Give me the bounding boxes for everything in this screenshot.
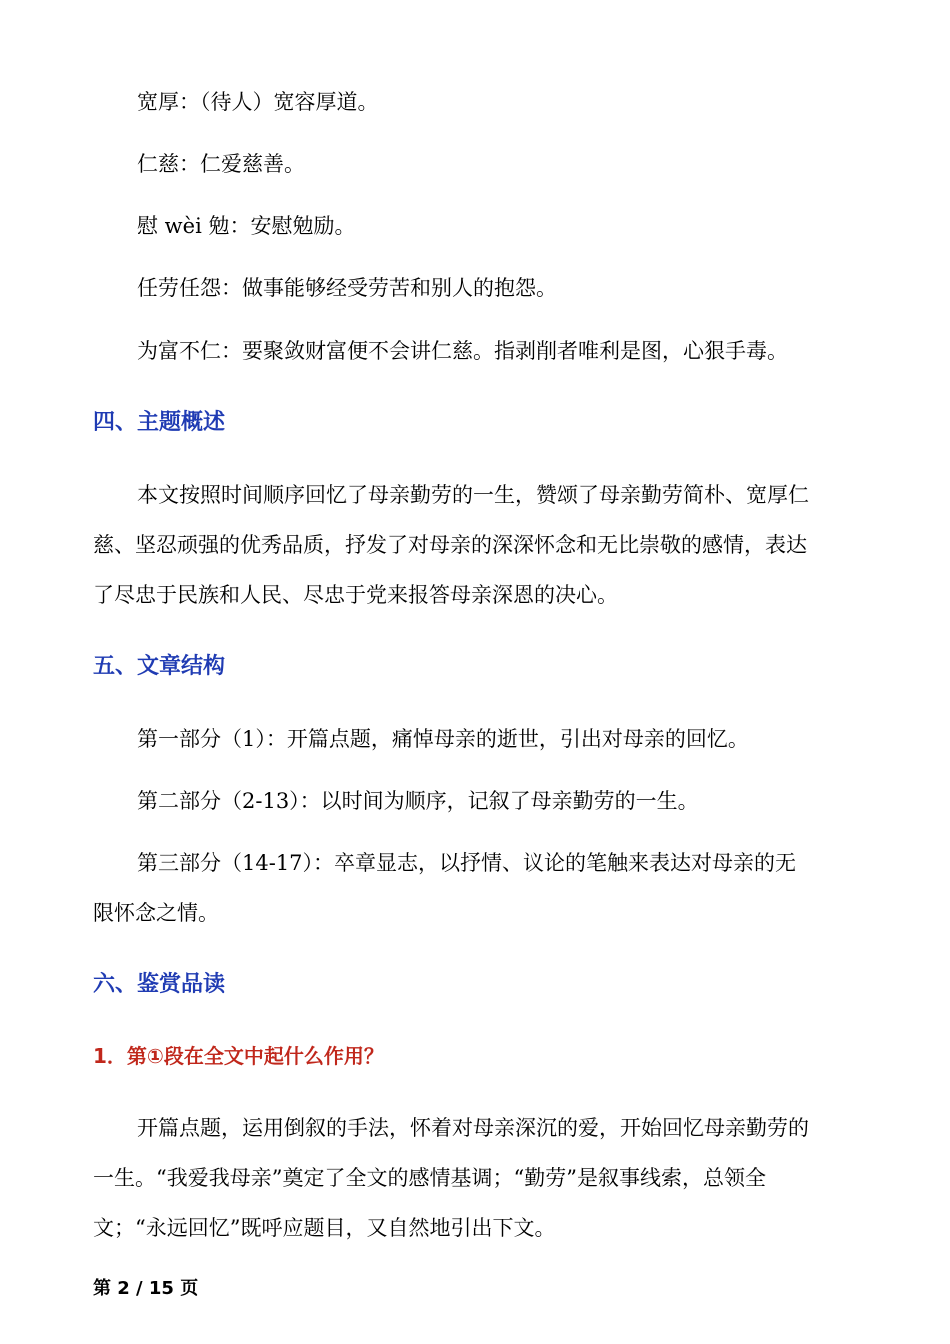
page-number: 第 2 / 15 页 xyxy=(93,1278,199,1299)
answer-paragraph-line: 文；“永远回忆”既呼应题目，又自然地引出下文。 xyxy=(93,1216,556,1240)
theme-paragraph-line: 了尽忠于民族和人民、尽忠于党来报答母亲深恩的决心。 xyxy=(93,583,618,607)
structure-part-two: 第二部分（2-13）：以时间为顺序，记叙了母亲勤劳的一生。 xyxy=(137,789,699,813)
section-heading-structure: 五、文章结构 xyxy=(93,654,226,679)
structure-part-three: 第三部分（14-17）：卒章显志，以抒情、议论的笔触来表达对母亲的无 xyxy=(137,851,797,875)
vocab-weimian: 慰 wèi 勉：安慰勉励。 xyxy=(137,214,356,238)
answer-paragraph-line: 一生。“我爱我母亲”奠定了全文的感情基调；“勤劳”是叙事线索，总领全 xyxy=(93,1166,766,1190)
structure-part-one: 第一部分（1）：开篇点题，痛悼母亲的逝世，引出对母亲的回忆。 xyxy=(137,727,749,751)
vocab-kuanhou: 宽厚：（待人）宽容厚道。 xyxy=(137,90,379,114)
structure-part-three-continued: 限怀念之情。 xyxy=(93,901,219,925)
theme-paragraph-line: 本文按照时间顺序回忆了母亲勤劳的一生，赞颂了母亲勤劳简朴、宽厚仁 xyxy=(137,483,809,507)
vocab-renlao-renyuan: 任劳任怨：做事能够经受劳苦和别人的抱怨。 xyxy=(137,276,557,300)
vocab-renci: 仁慈：仁爱慈善。 xyxy=(137,152,305,176)
answer-paragraph-line: 开篇点题，运用倒叙的手法，怀着对母亲深沉的爱，开始回忆母亲勤劳的 xyxy=(137,1116,809,1140)
vocab-weifu-buren: 为富不仁：要聚敛财富便不会讲仁慈。指剥削者唯利是图，心狠手毒。 xyxy=(137,339,788,363)
theme-paragraph-line: 慈、坚忍顽强的优秀品质，抒发了对母亲的深深怀念和无比崇敬的感情，表达 xyxy=(93,533,807,557)
question-one: 1．第①段在全文中起什么作用？ xyxy=(93,1044,384,1068)
section-heading-theme: 四、主题概述 xyxy=(93,410,226,435)
section-heading-appreciation: 六、鉴赏品读 xyxy=(93,972,226,997)
